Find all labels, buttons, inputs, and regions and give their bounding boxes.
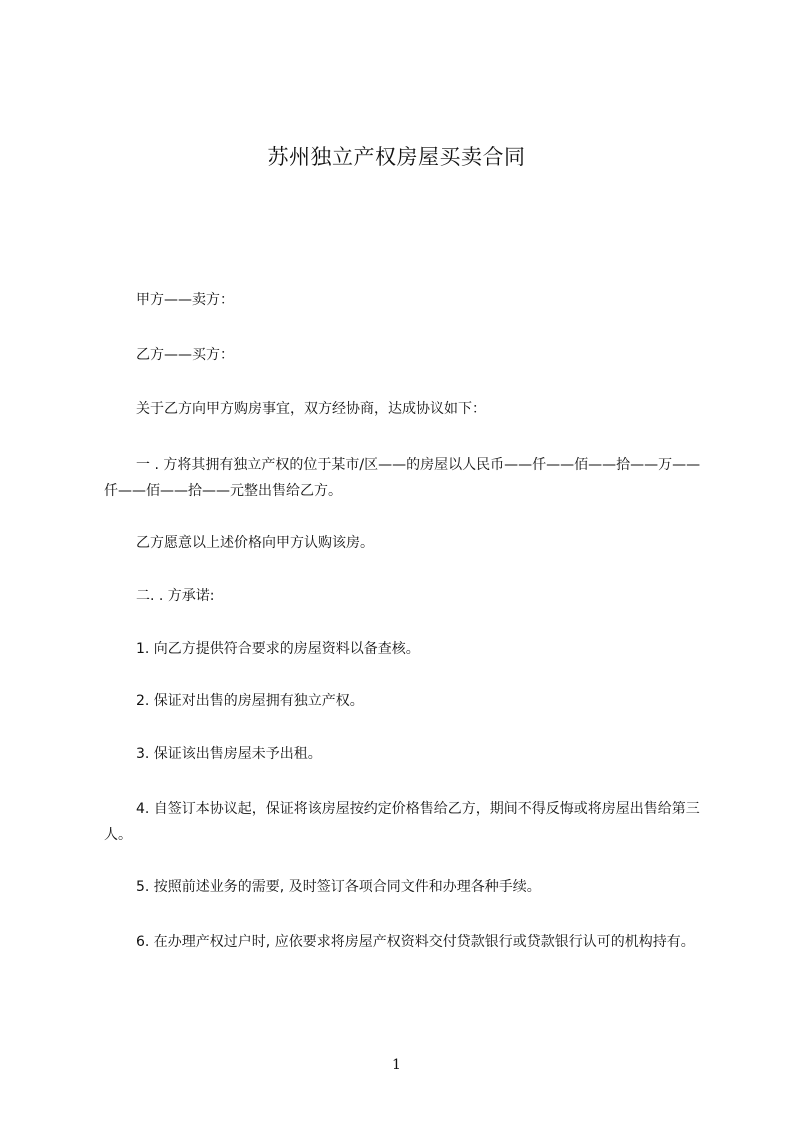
promise-item-4: 4. 自签订本协议起，保证将该房屋按约定价格售给乙方，期间不得反悔或将房屋出售给第三人。 <box>104 801 700 843</box>
promise-item-1: 1. 向乙方提供符合要求的房屋资料以备查核。 <box>136 641 420 657</box>
promise-item-5: 5. 按照前述业务的需要, 及时签订各项合同文件和办理各种手续。 <box>136 879 541 895</box>
document-title: 苏州独立产权房屋买卖合同 <box>267 145 526 169</box>
promise-item-6: 6. 在办理产权过户时, 应依要求将房屋产权资料交付贷款银行或贷款银行认可的机构持有。 <box>136 934 695 950</box>
seller-line: 甲方——卖方： <box>136 292 234 308</box>
buyer-line: 乙方——买方： <box>136 347 234 363</box>
promise-item-3: 3. 保证该出售房屋未予出租。 <box>136 746 322 762</box>
agreement-intro: 关于乙方向甲方购房事宜，双方经协商，达成协议如下： <box>136 401 486 417</box>
promise-item-2: 2. 保证对出售的房屋拥有独立产权。 <box>136 693 364 709</box>
page-number: 1 <box>392 1057 401 1073</box>
clause-two-heading: 二. . 方承诺: <box>136 588 215 604</box>
clause-one: 一 . 方将其拥有独立产权的位于某市/区——的房屋以人民币——仟——佰——拾——万——仟——佰——拾——元整出售给乙方。 <box>104 457 701 499</box>
buyer-acceptance: 乙方愿意以上述价格向甲方认购该房。 <box>136 535 374 551</box>
